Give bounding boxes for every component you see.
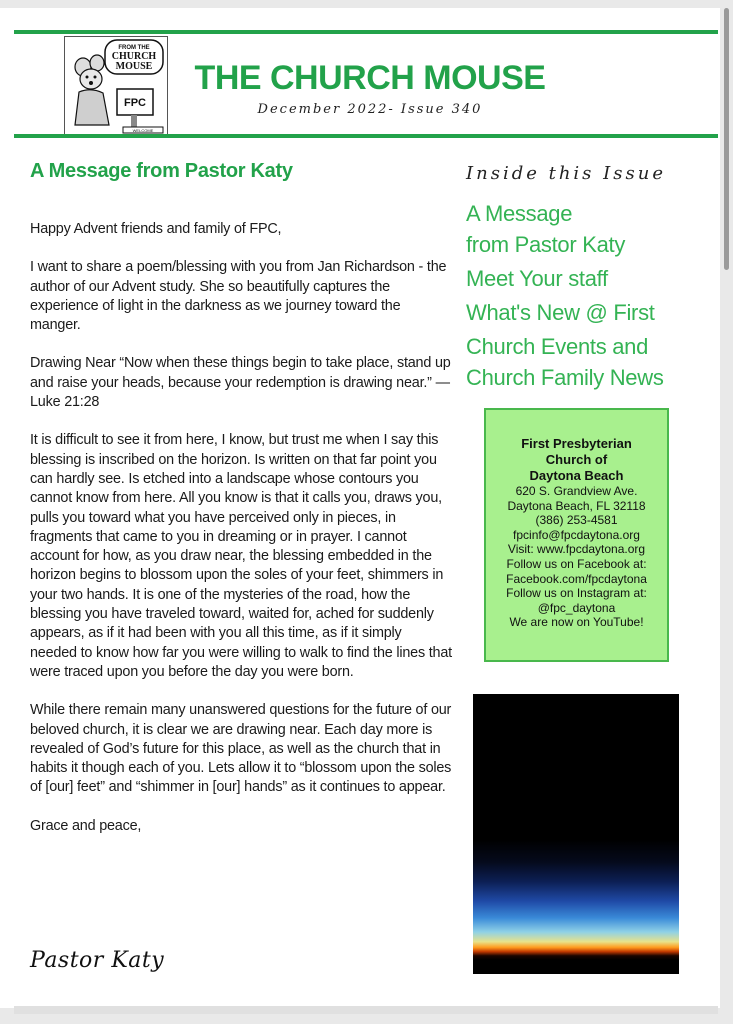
- church-mouse-logo-art: [65, 37, 167, 135]
- toc-item-line: Church Events and: [466, 334, 649, 359]
- org-name-line: Church of: [545, 452, 608, 467]
- message-paragraph: While there remain many unanswered questions for the future of our beloved church, it is clear we are drawing near. Each day more is revealed of God’s future for this place, as well as the church that in habits it though each of you. Lets allow it to “blossom upon the soles of [our] feet” and “shimmer in [our] hands” as it continues to appear.: [30, 702, 452, 796]
- toc-item-staff[interactable]: [466, 263, 716, 294]
- instagram-label: Follow us on Instagram at:: [506, 586, 647, 601]
- toc-item-message[interactable]: [466, 198, 716, 260]
- closing-line: Grace and peace,: [30, 817, 142, 834]
- newsletter-title: THE CHURCH MOUSE: [194, 59, 546, 97]
- page-bottom-edge: [14, 1006, 718, 1014]
- org-name-line: First Presbyterian: [521, 436, 632, 451]
- issue-date: December 2022- Issue 340: [257, 102, 483, 117]
- logo-text-mouse: MOUSE: [115, 61, 153, 72]
- message-paragraph: It is difficult to see it from here, I know, but trust me when I say this blessing is inscribed on the horizon. Is written on that far point you can hardly see. Is etched into a landscape whose contours you cannot know from here. All you know is that it calls you, draws you, pulls you toward what you have perceived only in pieces, in fragments that came to you in dreaming or in prayer. I cannot account for how, as you draw near, the blessing embedded in the horizon begins to blossom upon the soles of your feet, shimmers in your two hands. It is one of the mysteries of the road, how the blessing you have traveled toward, waited for, ached for suddenly appears, as if it had been with you all this time, as if it simply needed to know how far you were willing to walk to find the lines that were traced upon you before the day you were born.: [30, 432, 452, 680]
- facebook-link[interactable]: Facebook.com/fpcdaytona: [506, 571, 647, 586]
- newsletter-page: [0, 8, 720, 1008]
- horizon-sunrise-image: [473, 694, 679, 974]
- toc-item-whats-new[interactable]: [466, 297, 716, 328]
- toc-item-line: A Message: [466, 201, 573, 226]
- masthead: [170, 58, 570, 117]
- instagram-link[interactable]: @fpc_daytona: [537, 600, 616, 615]
- message-paragraph: Happy Advent friends and family of FPC,: [30, 221, 282, 237]
- table-of-contents: [466, 198, 716, 396]
- contact-info-box: [484, 408, 669, 662]
- message-paragraph: Drawing Near “Now when these things begin to take place, stand up and raise your heads, because your redemption is drawing near.” —Luke 21:28: [30, 355, 451, 411]
- message-body: [30, 220, 452, 855]
- city-line: Daytona Beach, FL 32118: [507, 498, 646, 513]
- message-title: A Message from Pastor Katy: [30, 160, 293, 182]
- church-mouse-logo: [64, 36, 168, 136]
- logo-text-top: FROM THE: [118, 45, 150, 51]
- message-paragraph: I want to share a poem/blessing with you from Jan Richardson - the author of our Advent study. She so beautifully captures the experience of light in the darkness as we journey toward the manger.: [30, 259, 447, 334]
- youtube-note: We are now on YouTube!: [509, 615, 644, 630]
- masthead-rule: [14, 134, 718, 138]
- top-rule: [14, 30, 718, 34]
- phone-line: (386) 253-4581: [535, 513, 618, 528]
- facebook-label: Follow us on Facebook at:: [506, 556, 647, 571]
- address-line: 620 S. Grandview Ave.: [515, 484, 638, 498]
- toc-item-line: Meet Your staff: [466, 266, 608, 291]
- signature: Pastor Katy: [30, 948, 165, 973]
- toc-item-events[interactable]: [466, 331, 716, 393]
- org-name-line: Daytona Beach: [529, 468, 624, 483]
- email-link[interactable]: fpcinfo@fpcdaytona.org: [513, 527, 640, 542]
- logo-text-church: CHURCH: [111, 51, 157, 62]
- logo-sign-text: FPC: [124, 97, 146, 109]
- logo-mat-text: WELCOME: [132, 128, 154, 133]
- toc-item-line: What's New @ First: [466, 300, 655, 325]
- toc-item-line: Church Family News: [466, 365, 664, 390]
- website-link[interactable]: Visit: www.fpcdaytona.org: [507, 542, 646, 557]
- scrollbar-thumb[interactable]: [724, 8, 729, 270]
- toc-item-line: from Pastor Katy: [466, 232, 626, 257]
- inside-issue-title: Inside this Issue: [466, 163, 666, 184]
